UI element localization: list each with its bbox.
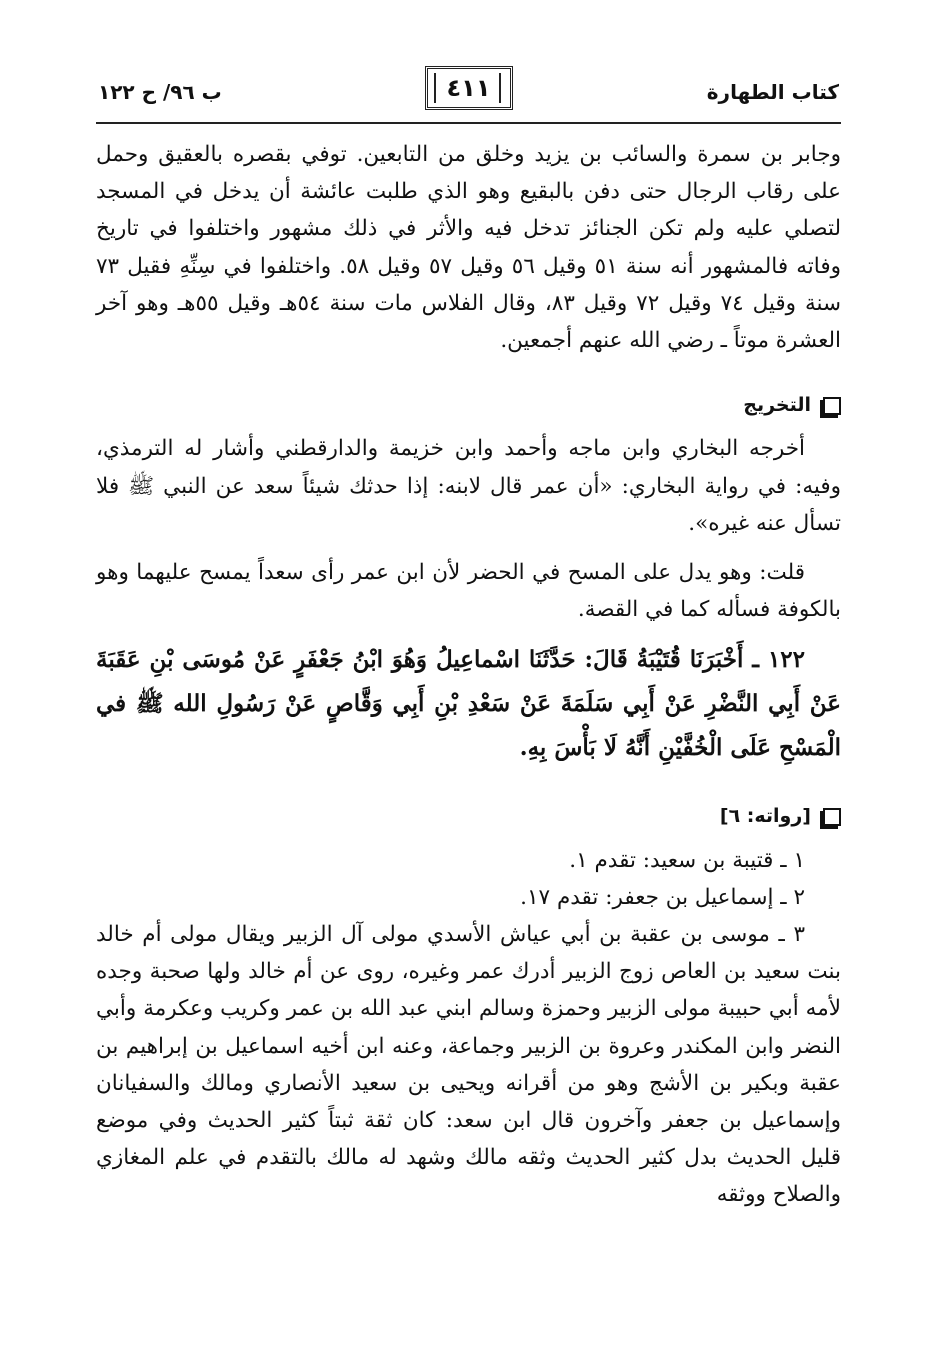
narrators-heading (96, 798, 841, 835)
page-number (425, 66, 513, 110)
page-number-text: ٤١١ (446, 74, 491, 102)
intro-paragraph: وجابر بن سمرة والسائب بن يزيد وخلق من التابعين. توفي بقصره بالعقيق وحمل على رقاب الرجال حتى دفن بالبقيع وهو الذي طلبت عائشة أن يدخل في المسجد لتصلي عليه ولم تكن الجنائز تدخل فيه والأثر في ذلك مشهور واختلفوا في تاريخ وفاته فالمشهور أنه سنة ٥١ وقيل ٥٦ وقيل ٥٧ وقيل ٥٨. واختلفوا في سِنِّهِ فقيل ٧٣ سنة وقيل ٧٤ وقيل ٧٢ وقيل ٨٣، وقال الفلاس مات سنة ٥٤هـ وقيل ٥٥هـ وهو آخر العشرة موتاً ـ رضي الله عنهم أجمعين. (96, 142, 842, 354)
book-title: كتاب الطهارة (706, 80, 839, 104)
takhrij-heading-text: التخريج (743, 394, 811, 417)
page-body (96, 136, 841, 1214)
takhrij-paragraph: أخرجه البخاري وابن ماجه وأحمد وابن خزيمة والدارقطني وأشار له الترمذي، وفيه: في رواية البخاري: «أن عمر قال لابنه: إذا حدثك شيئاً سعد عن النبي ﷺ فلا تسأل عنه غيره». (96, 436, 841, 536)
book-page (96, 60, 841, 1214)
page-header (96, 60, 841, 124)
square-bullet-icon (823, 808, 841, 826)
hadith-text: ١٢٢ ـ أَخْبَرَنَا قُتَيْبَةُ قَالَ: حَدَّثَنَا اسْماعِيلُ وَهُوَ ابْنُ جَعْفَرٍ عَنْ مُوسَى بْنِ عَقَبَةَ عَنْ أَبِي النَّضْرِ عَنْ أَبِي سَلَمَةَ عَنْ سَعْدِ بْنِ أَبِي وَقَّاصٍ عَنْ رَسُولِ الله ﷺ في الْمَسْحِ عَلَى الْخُفَّيْنِ أَنَّهُ لَا بَأْسَ بِهِ. (96, 646, 841, 762)
takhrij-heading (96, 387, 841, 424)
narrators-heading-text: [رواته: ٦] (719, 805, 811, 828)
narrator-item: ١ ـ قتيبة بن سعيد: تقدم ١. (569, 847, 805, 873)
narrator-item: ٢ ـ إسماعيل بن جعفر: تقدم ١٧. (520, 884, 805, 910)
narrator-detail: ٣ ـ موسى بن عقبة بن أبي عياش الأسدي مولى آل الزبير ويقال مولى أم خالد بنت سعيد بن العاص زوج الزبير أدرك عمر وغيره، روى عن أم خالد ولها صحبة وجده لأمه أبي حبيبة مولى الزبير وحمزة وسالم ابني عبد الله بن عمر وكريب وعكرمة وأبي النضر وابن المكندر وعروة بن الزبير وجماعة، وعنه ابن أخيه اسماعيل بن إبراهيم بن عقبة وبكير بن الأشج وهو من أقرانه ويحيى بن سعيد الأنصاري ومالك والسفيانان وإسماعيل بن جعفر وآخرون قال ابن سعد: كان ثقة ثبتاً كثير الحديث وفي موضع قليل الحديث بدل كثير الحديث وثقه مالك وشهد له مالك بالتقدم في علم المغازي والصلاح ووثقه (96, 922, 841, 1208)
takhrij-paragraph: قلت: وهو يدل على المسح في الحضر لأن ابن عمر رأى سعداً يمسح عليهما وهو بالكوفة فسأله كما في القصة. (96, 560, 841, 623)
square-bullet-icon (823, 397, 841, 415)
chapter-reference: ب ٩٦/ ح ١٢٢ (98, 80, 222, 104)
